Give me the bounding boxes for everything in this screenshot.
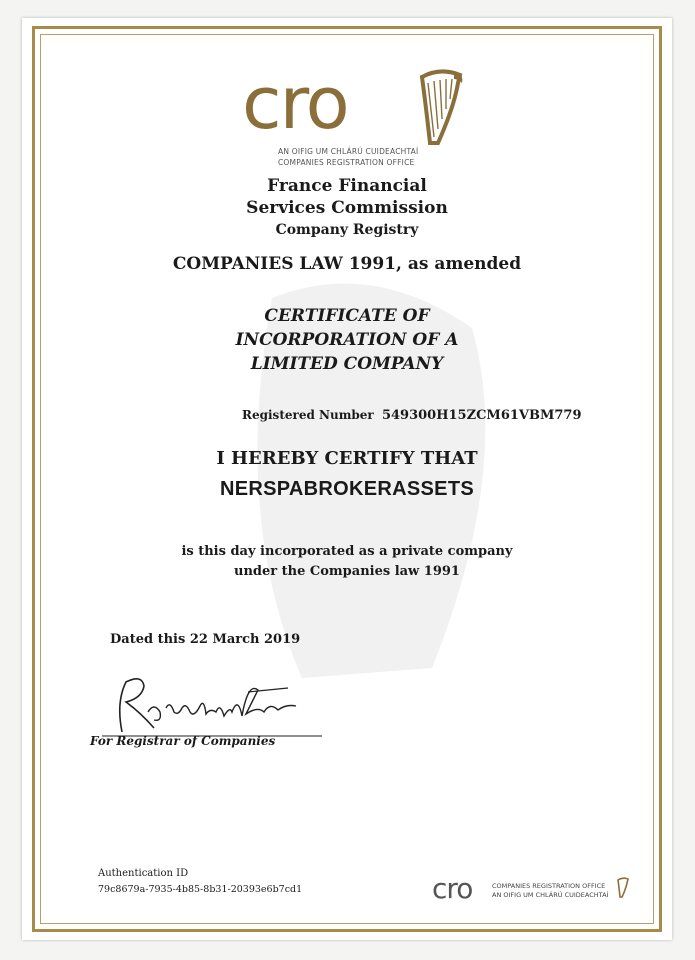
logo-irish-name: AN OIFIG UM CHLÁRÚ CUIDEACHTAÍ [278,147,419,156]
registry-label: Company Registry [275,222,419,238]
incorporation-text [22,542,672,582]
certificate-title-line3: LIMITED COMPANY [250,354,444,374]
signature-caption: For Registrar of Companies [90,734,276,748]
registrar-signature [82,672,332,742]
certificate-title [22,304,672,376]
registered-number [242,408,582,423]
registered-number-label: Registered Number [242,408,374,422]
logo-english-name: COMPANIES REGISTRATION OFFICE [278,158,415,167]
cro-wordmark: cro [242,61,348,145]
authentication-label: Authentication ID [98,868,189,879]
incorporation-line2: under the Companies law 1991 [234,564,460,579]
date-line: Dated this 22 March 2019 [110,632,301,647]
issuer-line1: France Financial [267,176,427,196]
footer-english-name: COMPANIES REGISTRATION OFFICE [492,882,606,890]
incorporation-line1: is this day incorporated as a private company [181,544,513,559]
certificate-page [22,18,672,940]
certify-statement: I HEREBY CERTIFY THAT [216,448,478,469]
footer-harp-icon [616,877,630,899]
authentication-id: 79c8679a-7935-4b85-8b31-20393e6b7cd1 [98,884,303,895]
registered-number-value: 549300H15ZCM61VBM779 [381,408,582,423]
footer-cro-logo [432,873,642,907]
certificate-title-line1: CERTIFICATE OF [264,306,430,326]
harp-icon [414,67,468,147]
certificate-title-line2: INCORPORATION OF A [235,330,459,350]
law-heading: COMPANIES LAW 1991, as amended [172,254,522,274]
company-name: NERSPABROKERASSETS [220,478,474,500]
footer-cro-wordmark: cro [432,872,473,905]
cro-logo [242,63,482,173]
issuer-line2: Services Commission [246,198,448,218]
footer-irish-name: AN OIFIG UM CHLÁRÚ CUIDEACHTAÍ [492,891,609,899]
